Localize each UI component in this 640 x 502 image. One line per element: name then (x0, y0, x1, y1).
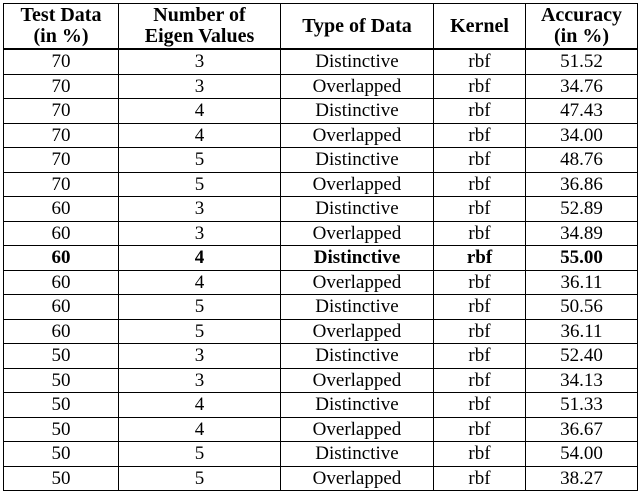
table-row (4, 221, 638, 246)
test-data-cell: 70 (4, 148, 119, 173)
type-of-data-cell: Distinctive (281, 246, 434, 271)
test-data-cell: 60 (4, 270, 119, 295)
test-data-cell: 60 (4, 295, 119, 320)
table-row (4, 319, 638, 344)
type-of-data-cell: Overlapped (281, 123, 434, 148)
type-of-data-cell: Overlapped (281, 221, 434, 246)
table-row (4, 295, 638, 320)
type-of-data-cell: Distinctive (281, 295, 434, 320)
eigen-values-cell: 4 (119, 99, 281, 124)
test-data-cell: 50 (4, 417, 119, 442)
test-data-cell: 70 (4, 49, 119, 74)
accuracy-cell: 50.56 (526, 295, 638, 320)
kernel-cell: rbf (434, 123, 526, 148)
eigen-values-cell: 4 (119, 393, 281, 418)
accuracy-cell: 36.11 (526, 270, 638, 295)
eigen-values-cell: 3 (119, 197, 281, 222)
test-data-cell: 50 (4, 393, 119, 418)
accuracy-cell: 51.52 (526, 49, 638, 74)
eigen-values-cell: 4 (119, 246, 281, 271)
type-of-data-cell: Distinctive (281, 393, 434, 418)
kernel-cell: rbf (434, 319, 526, 344)
eigen-values-cell: 5 (119, 319, 281, 344)
accuracy-cell: 34.00 (526, 123, 638, 148)
kernel-cell: rbf (434, 393, 526, 418)
header-type-of-data (281, 4, 434, 50)
test-data-cell: 50 (4, 344, 119, 369)
type-of-data-cell: Distinctive (281, 99, 434, 124)
eigen-values-cell: 5 (119, 172, 281, 197)
type-of-data-cell: Overlapped (281, 172, 434, 197)
kernel-cell: rbf (434, 221, 526, 246)
type-of-data-cell: Overlapped (281, 319, 434, 344)
test-data-cell: 70 (4, 123, 119, 148)
header-eigen-values-line-1: Number of (153, 4, 246, 26)
type-of-data-cell: Overlapped (281, 270, 434, 295)
kernel-cell: rbf (434, 442, 526, 467)
kernel-cell: rbf (434, 417, 526, 442)
header-accuracy-line-1: Accuracy (540, 4, 623, 26)
table-body (4, 49, 638, 491)
type-of-data-cell: Distinctive (281, 148, 434, 173)
kernel-cell: rbf (434, 270, 526, 295)
eigen-values-cell: 5 (119, 442, 281, 467)
table-row (4, 442, 638, 467)
table-row (4, 246, 638, 271)
eigen-values-cell: 3 (119, 74, 281, 99)
header-type-of-data-line-1: Type of Data (302, 14, 412, 37)
table-row (4, 393, 638, 418)
results-table (3, 3, 638, 491)
kernel-cell: rbf (434, 344, 526, 369)
accuracy-cell: 52.40 (526, 344, 638, 369)
header-test-data-line-1: Test Data (20, 4, 102, 26)
header-kernel-line-1: Kernel (450, 14, 509, 37)
accuracy-cell: 48.76 (526, 148, 638, 173)
eigen-values-cell: 3 (119, 344, 281, 369)
accuracy-cell: 52.89 (526, 197, 638, 222)
type-of-data-cell: Distinctive (281, 197, 434, 222)
header-accuracy (526, 4, 638, 50)
test-data-cell: 50 (4, 442, 119, 467)
kernel-cell: rbf (434, 368, 526, 393)
table-row (4, 148, 638, 173)
table-row (4, 74, 638, 99)
kernel-cell: rbf (434, 466, 526, 491)
kernel-cell: rbf (434, 49, 526, 74)
test-data-cell: 70 (4, 172, 119, 197)
type-of-data-cell: Overlapped (281, 74, 434, 99)
table-row (4, 197, 638, 222)
kernel-cell: rbf (434, 148, 526, 173)
kernel-cell: rbf (434, 99, 526, 124)
header-eigen-values (119, 4, 281, 50)
table-row (4, 466, 638, 491)
type-of-data-cell: Overlapped (281, 417, 434, 442)
test-data-cell: 50 (4, 466, 119, 491)
eigen-values-cell: 3 (119, 49, 281, 74)
accuracy-cell: 36.86 (526, 172, 638, 197)
type-of-data-cell: Overlapped (281, 368, 434, 393)
test-data-cell: 50 (4, 368, 119, 393)
accuracy-cell: 34.13 (526, 368, 638, 393)
accuracy-cell: 38.27 (526, 466, 638, 491)
eigen-values-cell: 3 (119, 221, 281, 246)
kernel-cell: rbf (434, 74, 526, 99)
header-eigen-values-line-2: Eigen Values (144, 25, 255, 47)
type-of-data-cell: Distinctive (281, 442, 434, 467)
table-row (4, 49, 638, 74)
test-data-cell: 60 (4, 246, 119, 271)
accuracy-cell: 51.33 (526, 393, 638, 418)
eigen-values-cell: 5 (119, 295, 281, 320)
table-row (4, 172, 638, 197)
test-data-cell: 60 (4, 221, 119, 246)
header-row (4, 4, 638, 50)
type-of-data-cell: Distinctive (281, 344, 434, 369)
test-data-cell: 70 (4, 74, 119, 99)
accuracy-cell: 55.00 (526, 246, 638, 271)
eigen-values-cell: 5 (119, 466, 281, 491)
eigen-values-cell: 3 (119, 368, 281, 393)
accuracy-cell: 36.11 (526, 319, 638, 344)
accuracy-cell: 34.76 (526, 74, 638, 99)
header-kernel (434, 4, 526, 50)
accuracy-cell: 47.43 (526, 99, 638, 124)
test-data-cell: 60 (4, 197, 119, 222)
table-row (4, 99, 638, 124)
kernel-cell: rbf (434, 295, 526, 320)
type-of-data-cell: Overlapped (281, 466, 434, 491)
header-accuracy-line-2: (in %) (554, 25, 609, 47)
kernel-cell: rbf (434, 246, 526, 271)
header-test-data (4, 4, 119, 50)
table-row (4, 344, 638, 369)
eigen-values-cell: 5 (119, 148, 281, 173)
accuracy-cell: 34.89 (526, 221, 638, 246)
eigen-values-cell: 4 (119, 270, 281, 295)
kernel-cell: rbf (434, 172, 526, 197)
accuracy-cell: 36.67 (526, 417, 638, 442)
eigen-values-cell: 4 (119, 417, 281, 442)
accuracy-cell: 54.00 (526, 442, 638, 467)
table-row (4, 123, 638, 148)
test-data-cell: 70 (4, 99, 119, 124)
test-data-cell: 60 (4, 319, 119, 344)
eigen-values-cell: 4 (119, 123, 281, 148)
type-of-data-cell: Distinctive (281, 49, 434, 74)
kernel-cell: rbf (434, 197, 526, 222)
table-row (4, 417, 638, 442)
header-test-data-line-2: (in %) (33, 25, 89, 47)
table-row (4, 270, 638, 295)
table-row (4, 368, 638, 393)
